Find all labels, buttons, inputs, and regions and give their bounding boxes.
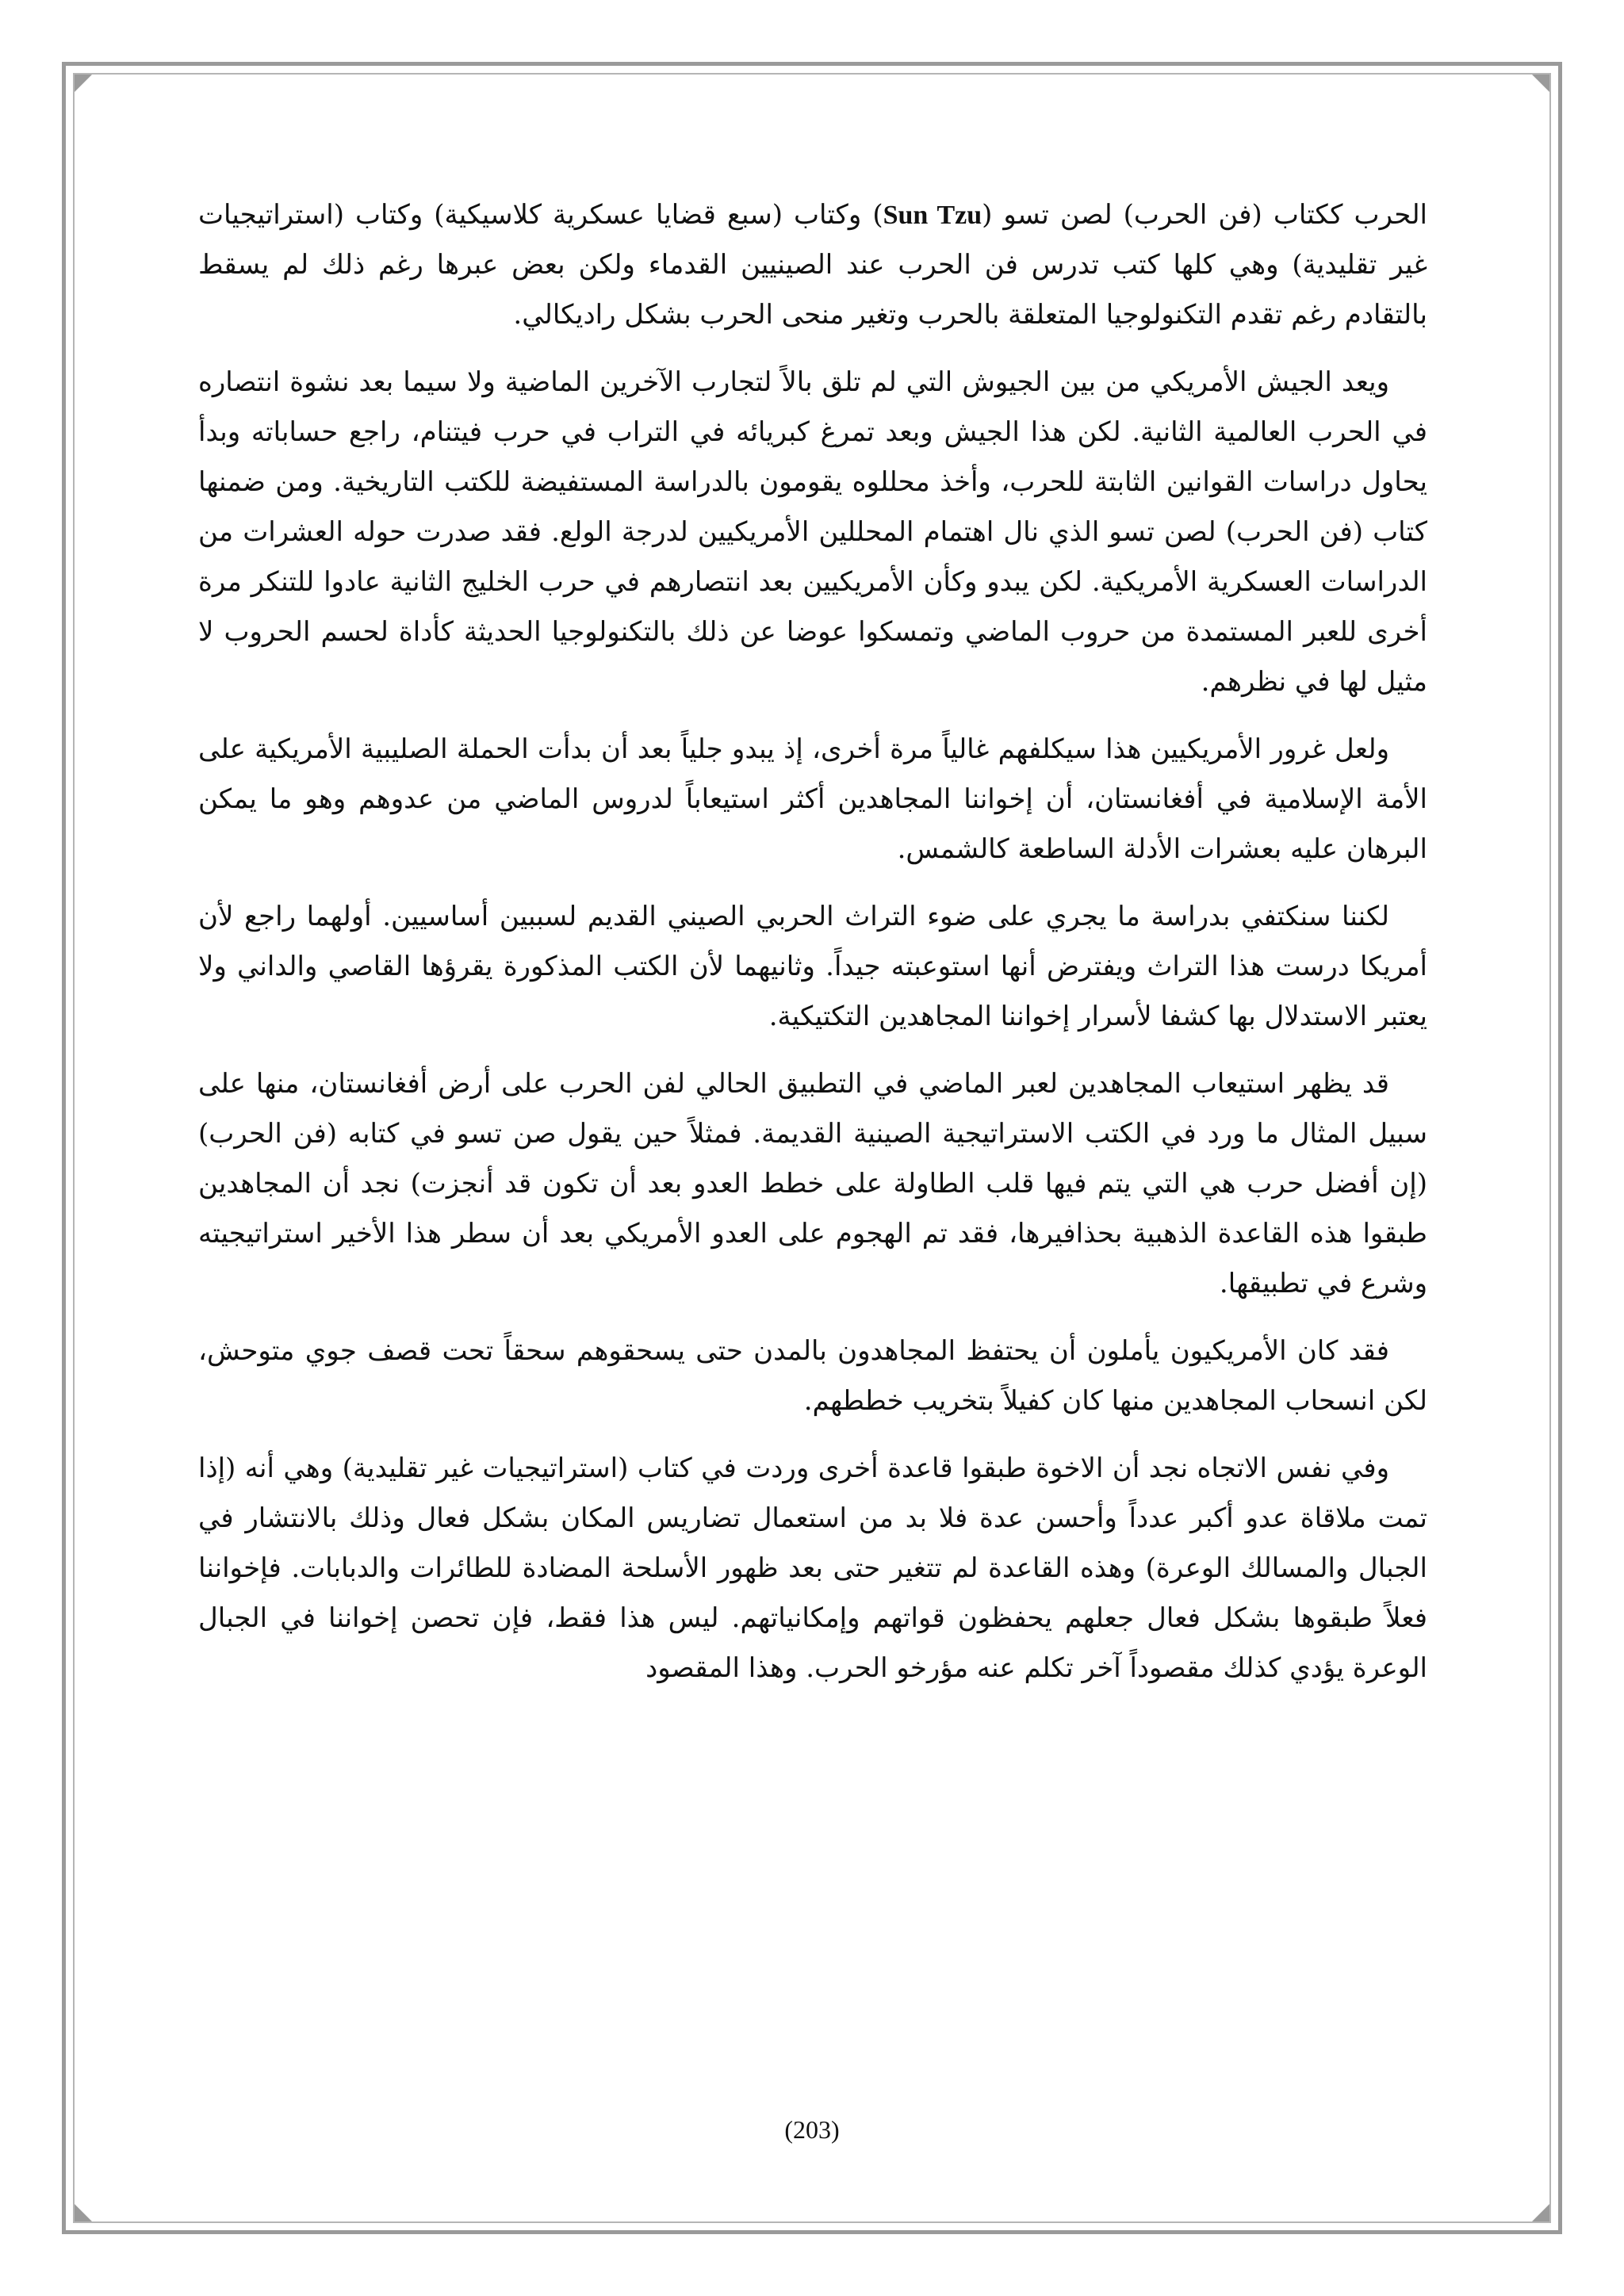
- author-name-latin: Sun Tzu: [883, 201, 982, 230]
- paragraph-1-part-b: ) وكتاب (سبع قضايا عسكرية كلاسيكية) وكتاب (استراتيجيات غير تقليدية) وهي كلها كتب تدرس فن الحرب عند الصينيين القدماء ولكن بعض عبرها رغم ذلك لم يسقط بالتقادم رغم تقدم التكنولوجيا المتعلقة بالحرب وتغير منحى الحرب بشكل راديكالي.: [198, 199, 1427, 331]
- paragraph-2: ويعد الجيش الأمريكي من بين الجيوش التي لم تلق بالاً لتجارب الآخرين الماضية ولا سيما بعد نشوة انتصاره في الحرب العالمية الثانية. لكن هذا الجيش وبعد تمرغ كبريائه في التراب في حرب فيتنام، راجع حساباته وبدأ يحاول دراسات القوانين الثابتة للحرب، وأخذ محللوه يقومون بالدراسة المستفيضة للكتب التاريخية. ومن ضمنها كتاب (فن الحرب) لصن تسو الذي نال اهتمام المحللين الأمريكيين لدرجة الولع. فقد صدرت حوله العشرات من الدراسات العسكرية الأمريكية. لكن يبدو وكأن الأمريكيين بعد انتصارهم في حرب الخليج الثانية عادوا للتنكر مرة أخرى للعبر المستمدة من حروب الماضي وتمسكوا عوضا عن ذلك بالتكنولوجيا الحديثة كأداة لحسم الحروب لا مثيل لها في نظرهم.: [198, 366, 1427, 698]
- corner-ornament-bottom-left: [75, 2204, 92, 2221]
- paragraph-1-part-a: الحرب ككتاب (فن الحرب) لصن تسو (: [982, 199, 1428, 231]
- page-body: [198, 190, 1427, 1711]
- paragraph-4: لكننا سنكتفي بدراسة ما يجري على ضوء التراث الحربي الصيني القديم لسببين أساسيين. أولهما راجع لأن أمريكا درست هذا التراث ويفترض أنها استوعبته جيداً. وثانيهما لأن الكتب المذكورة يقرؤها القاصي والداني ولا يعتبر الاستدلال بها كشفا لأسرار إخواننا المجاهدين التكتيكية.: [198, 901, 1427, 1032]
- corner-ornament-top-right: [1532, 75, 1549, 92]
- paragraph-1: [198, 190, 1427, 340]
- corner-ornament-top-left: [75, 75, 92, 92]
- page-number: (203): [784, 2115, 840, 2144]
- paragraph-5: قد يظهر استيعاب المجاهدين لعبر الماضي في التطبيق الحالي لفن الحرب على أرض أفغانستان، منها على سبيل المثال ما ورد في الكتب الاستراتيجية الصينية القديمة. فمثلاً حين يقول صن تسو في كتابه (فن الحرب) (إن أفضل حرب هي التي يتم فيها قلب الطاولة على خطط العدو بعد أن تكون قد أنجزت) نجد أن المجاهدين طبقوا هذه القاعدة الذهبية بحذافيرها، فقد تم الهجوم على العدو الأمريكي بعد أن سطر هذا الأخير استراتيجيته وشرع في تطبيقها.: [198, 1068, 1427, 1299]
- paragraph-7: وفي نفس الاتجاه نجد أن الاخوة طبقوا قاعدة أخرى وردت في كتاب (استراتيجيات غير تقليدية) وهي أنه (إذا تمت ملاقاة عدو أكبر عدداً وأحسن عدة فلا بد من استعمال تضاريس المكان بشكل فعال وذلك بالانتشار في الجبال والمسالك الوعرة) وهذه القاعدة لم تتغير حتى بعد ظهور الأسلحة المضادة للطائرات والدبابات. فإخواننا فعلاً طبقوها بشكل فعال جعلهم يحفظون قواتهم وإمكانياتهم. ليس هذا فقط، فإن تحصن إخواننا في الجبال الوعرة يؤدي كذلك مقصوداً آخر تكلم عنه مؤرخو الحرب. وهذا المقصود: [198, 1452, 1427, 1684]
- paragraph-6: فقد كان الأمريكيون يأملون أن يحتفظ المجاهدون بالمدن حتى يسحقوهم سحقاً تحت قصف جوي متوحش، لكن انسحاب المجاهدين منها كان كفيلاً بتخريب خططهم.: [198, 1335, 1427, 1417]
- paragraph-3: ولعل غرور الأمريكيين هذا سيكلفهم غالياً مرة أخرى، إذ يبدو جلياً بعد أن بدأت الحملة الصليبية الأمريكية على الأمة الإسلامية في أفغانستان، أن إخواننا المجاهدين أكثر استيعاباً لدروس الماضي من عدوهم وهو ما يمكن البرهان عليه بعشرات الأدلة الساطعة كالشمس.: [198, 733, 1427, 865]
- corner-ornament-bottom-right: [1532, 2204, 1549, 2221]
